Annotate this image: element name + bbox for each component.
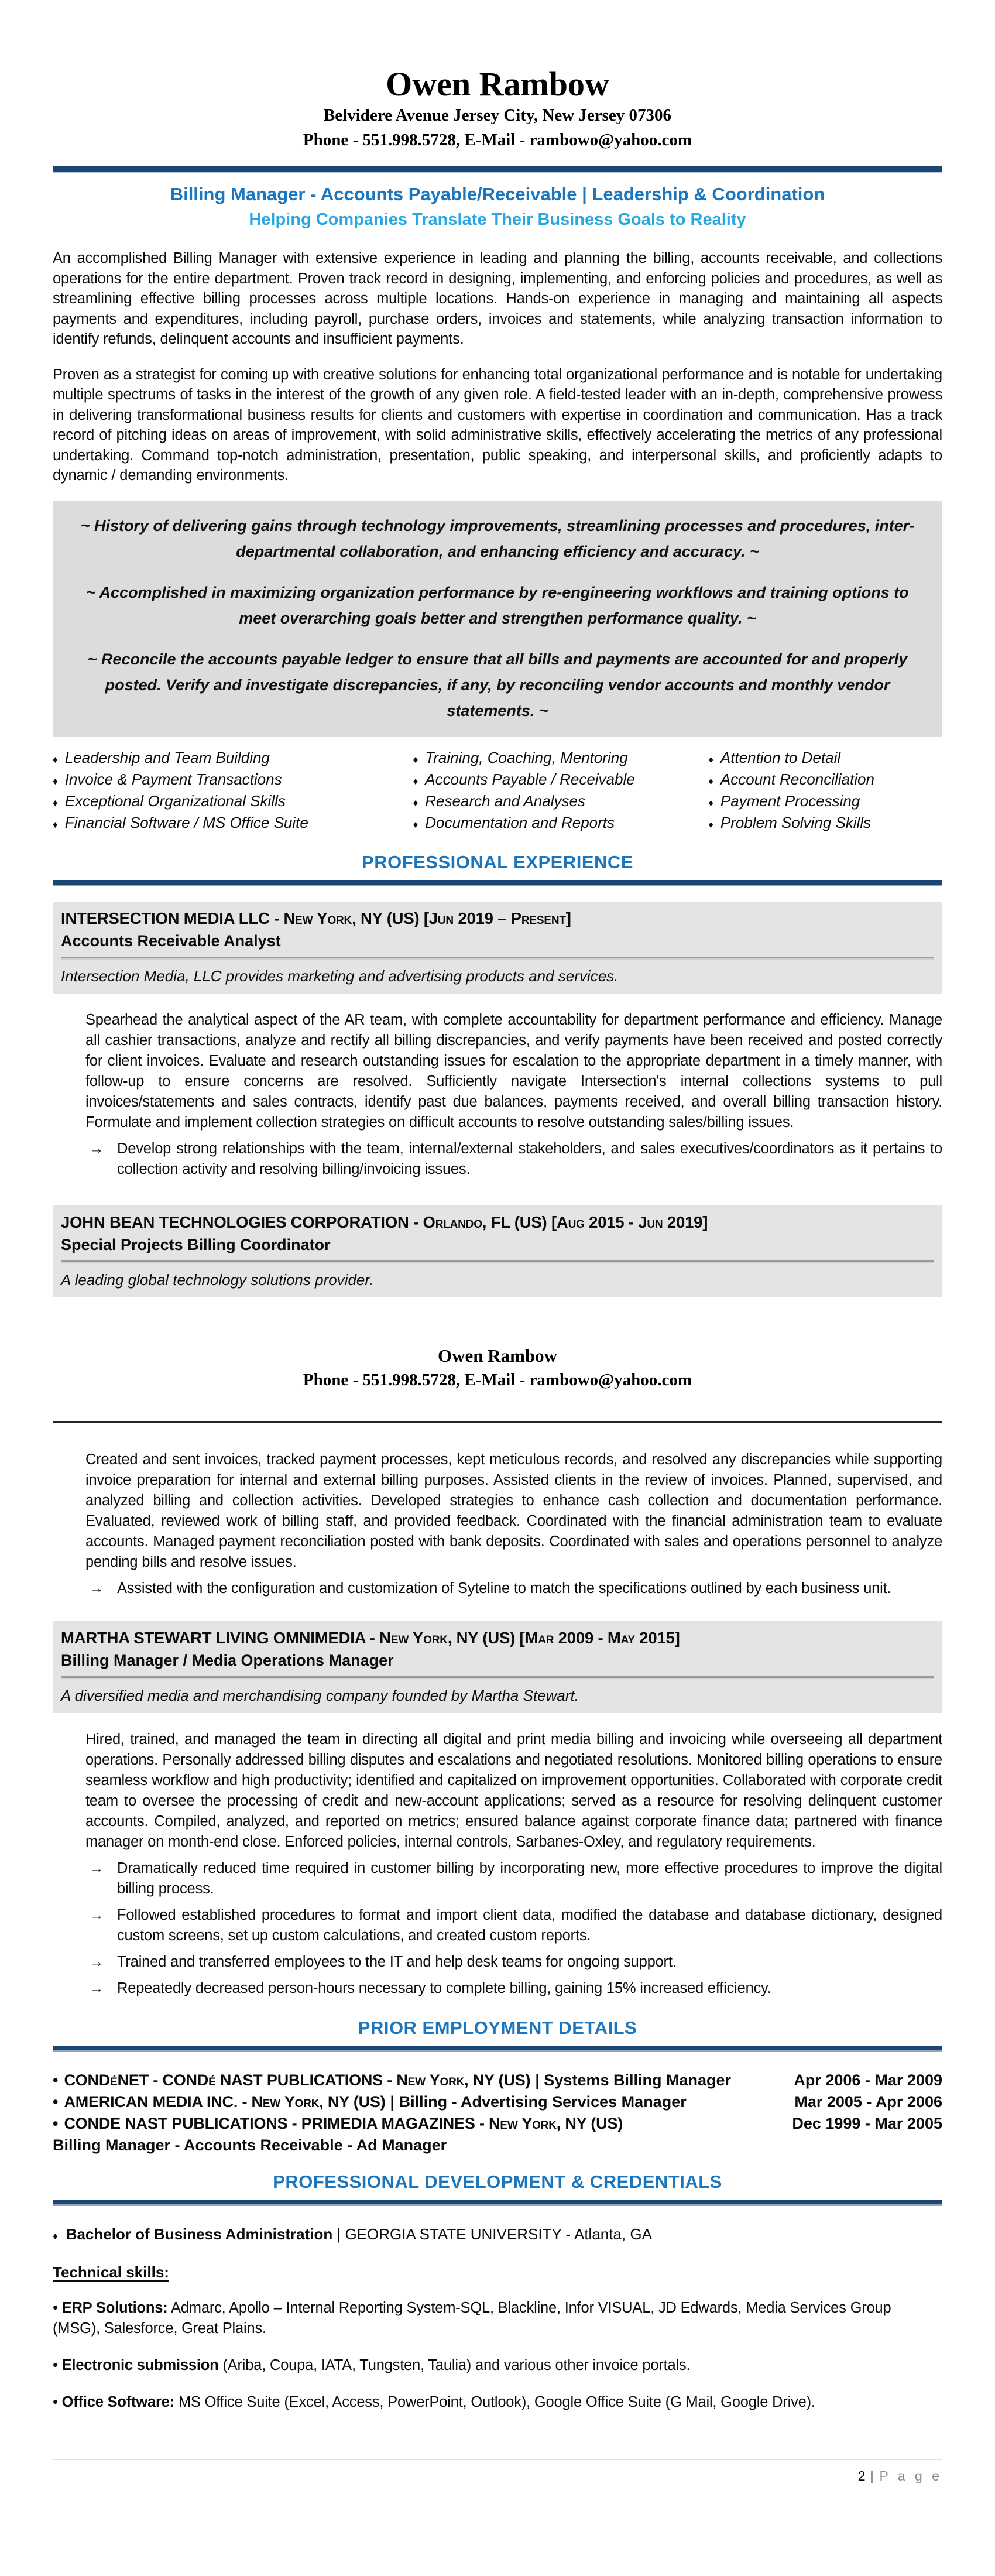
resume-name: Owen Rambow: [386, 65, 609, 103]
skill-label: Documentation and Reports: [425, 813, 615, 831]
job3-body: Hired, trained, and managed the team in directing all digital and print media billing and invoicing while overseeing all department operations. Personally addressed billing disputes and escalations and negotiated resolutions. Monitored billing operations to ensure seamless workflow and high productivity; identified and capitalized on improvement opportunities. Collaborated with corporate credit team to oversee the processing of credit and new-account applications; served as a resource for resolving delinquent customer accounts. Compiled, analyzed, and reported on metrics; ensured balance against corporate finance data; partnered with finance manager on month-end close. Enforced policies, internal controls, Sarbanes-Oxley, and regulatory requirements.: [85, 1731, 942, 1850]
achievement-text: Dramatically reduced time required in customer billing by incorporating new, more effective procedures to improve the digital billing process.: [117, 1860, 942, 1897]
highlight-1: ~ History of delivering gains through technology improvements, streamlining processes and procedures, inter-departmental collaboration, and enhancing efficiency and accuracy. ~: [80, 516, 915, 560]
job1-company: INTERSECTION MEDIA LLC - New York, NY (US) [Jun 2019 – Present]: [61, 909, 571, 927]
skill-item: [53, 749, 413, 768]
arrow-bullet-icon: →: [89, 1980, 104, 1996]
skill-label: Attention to Detail: [720, 748, 841, 766]
arrow-bullet-icon: →: [89, 1954, 104, 1970]
skill-item: [413, 814, 709, 833]
job1-role: Accounts Receivable Analyst: [61, 931, 281, 950]
page2-name: Owen Rambow: [437, 1345, 558, 1366]
arrow-bullet-icon: →: [89, 1580, 104, 1597]
page-number: 2: [857, 2468, 866, 2483]
tech-skill-text: Admarc, Apollo – Internal Reporting System-SQL, Blackline, Infor VISUAL, JD Edwards, Media Services Group (MSG), Salesforce, Great Plains.: [53, 2300, 891, 2337]
job2-company: JOHN BEAN TECHNOLOGIES CORPORATION - Orlando, FL (US) [Aug 2015 - Jun 2019]: [61, 1212, 708, 1231]
page2-header-divider: [53, 1421, 942, 1423]
skill-label: Research and Analyses: [425, 792, 585, 810]
skill-label: Leadership and Team Building: [64, 748, 270, 766]
diamond-bullet-icon: ♦: [413, 753, 418, 765]
job2-body: Created and sent invoices, tracked payment processes, kept meticulous records, and resolved any discrepancies while supporting invoice preparation for internal and external billing purposes. Assisted clients in the review of invoices. Planned, supervised, and analyzed billing and collection activities. Developed strategies to enhance cash collection and documentation performance. Evaluated, reviewed work of billing staff, and provided feedback. Coordinated with the financial administration team to evaluate accounts. Managed payment reconciliation posted with bank deposits. Coordinated with sales and operations personnel to analyze pending bills and resolve issues.: [85, 1451, 942, 1570]
education-text: [66, 2224, 652, 2245]
page2-contact: Phone - 551.998.5728, E-Mail - rambowo@yahoo.com: [303, 1371, 692, 1389]
skill-item: [53, 814, 413, 833]
skill-item: [708, 814, 942, 833]
skill-label: Financial Software / MS Office Suite: [64, 813, 308, 831]
job-box-divider: [61, 1676, 934, 1679]
summary-paragraph-1: An accomplished Billing Manager with extensive experience in leading and planning the billing, accounts receivable, and collections operations for the entire department. Proven track record in designing, implementing, and enforcing policies and procedures, as well as streamlining effective billing processes across multiple locations. Hands-on experience in managing and maintaining all aspects payments and expenditures, including payroll, purchase orders, invoices and statements, while analyzing transaction information to identify refunds, delinquent accounts and insufficient payments.: [53, 250, 942, 347]
job1-achievement: [53, 1139, 942, 1180]
diamond-bullet-icon: ♦: [53, 797, 58, 809]
achievement-text: Assisted with the configuration and customization of Syteline to match the specifications outlined by each business unit.: [117, 1580, 891, 1597]
tech-skill-label: Office Software:: [61, 2394, 174, 2410]
prior-employment-row: [53, 2091, 942, 2113]
page2-header: [53, 1344, 942, 1423]
prior-dates: Apr 2006 - Mar 2009: [794, 2071, 942, 2089]
page-word: P a g e: [879, 2468, 942, 2483]
arrow-bullet-icon: →: [89, 1907, 104, 1923]
prior-dates: Dec 1999 - Mar 2005: [792, 2115, 942, 2132]
bullet-icon: •: [53, 2394, 58, 2410]
job3-about: A diversified media and merchandising company founded by Martha Stewart.: [61, 1687, 579, 1704]
tech-skill-item: [53, 2355, 942, 2376]
tech-skill-label: ERP Solutions:: [61, 2300, 168, 2316]
job3-role: Billing Manager / Media Operations Manager: [61, 1652, 394, 1669]
footer-divider: [53, 2459, 942, 2460]
bullet-icon: •: [53, 2357, 58, 2373]
skill-label: Invoice & Payment Transactions: [64, 770, 282, 788]
bullet-icon: •: [53, 2115, 59, 2132]
resume-contact: Phone - 551.998.5728, E-Mail - rambowo@yahoo.com: [303, 131, 692, 149]
achievement-text: Followed established procedures to format and import client data, modified the database and database dictionary, designed custom screens, set up custom calculations, and created custom reports.: [117, 1907, 942, 1944]
prior-role: | Systems Billing Manager: [535, 2071, 731, 2089]
tech-skill-text: MS Office Suite (Excel, Access, PowerPoint, Outlook), Google Office Suite (G Mail, Google Drive).: [174, 2394, 815, 2410]
job2-achievement: [53, 1578, 942, 1599]
summary-paragraph-2: Proven as a strategist for coming up with creative solutions for enhancing total organizational performance and is notable for undertaking multiple spectrums of tasks in the interest of the growth of any given role. A field-tested leader with an in-depth, comprehensive prowess in delivering transformational business results for clients and customers with expertise in coordination and communication. Has a track record of pitching ideas on areas of improvement, with solid administrative skills, effectively accelerating the metrics of any professional undertaking. Command top-notch administration, presentation, public speaking, and interpersonal skills, and proficiently adapts to dynamic / demanding environments.: [53, 366, 942, 484]
prior-company: AMERICAN MEDIA INC. - New York, NY (US): [64, 2093, 386, 2111]
job3-company: MARTHA STEWART LIVING OMNIMEDIA - New York, NY (US) [Mar 2009 - May 2015]: [61, 1629, 680, 1647]
skill-item: [708, 793, 942, 811]
section-rule: [53, 2046, 942, 2052]
skill-item: [413, 793, 709, 811]
skill-item: [53, 771, 413, 790]
diamond-bullet-icon: ♦: [708, 775, 713, 787]
skill-item: [53, 793, 413, 811]
page-footer: [53, 2459, 942, 2484]
diamond-bullet-icon: ♦: [53, 753, 58, 765]
diamond-bullet-icon: ♦: [708, 818, 713, 830]
skill-label: Payment Processing: [720, 792, 860, 810]
diamond-bullet-icon: ♦: [708, 753, 713, 765]
resume-tagline: Helping Companies Translate Their Business Goals to Reality: [249, 210, 746, 229]
achievement-text: Trained and transferred employees to the IT and help desk teams for ongoing support.: [117, 1954, 677, 1970]
prior-company: CONDE NAST PUBLICATIONS - PRIMEDIA MAGAZINES - New York, NY (US): [64, 2115, 623, 2132]
skill-item: [708, 771, 942, 790]
job2-header-box: [53, 1205, 942, 1297]
prior-company-role: [53, 2091, 687, 2113]
job1-body: Spearhead the analytical aspect of the AR team, with complete accountability for department performance and efficiency. Manage all cashier transactions, analyze and rectify all billing discrepancies, and verify payments have been received and posted correctly for client invoices. Evaluate and research outstanding issues for escalation to the appropriate department in a timely manner, with follow-up to ensure concerns are resolved. Sufficiently navigate Intersection's internal collections systems to pull invoices/statements and sales contracts, identify past due balances, payments received, and overall billing transaction history. Formulate and implement collection strategies on difficult accounts to resolve outstanding sales/billing issues.: [85, 1011, 942, 1131]
prior-employment-list: [53, 2070, 942, 2156]
education-line: [53, 2224, 942, 2247]
technical-skills-heading: Technical skills:: [53, 2263, 169, 2281]
skill-item: [413, 749, 709, 768]
skill-label: Account Reconciliation: [720, 770, 874, 788]
job3-achievement: [53, 1952, 942, 1972]
core-skills-grid: [53, 749, 942, 833]
prior-company-role: [53, 2113, 627, 2135]
tech-skill-item: [53, 2392, 942, 2413]
prior-company: CONDéNET - CONDé NAST PUBLICATIONS - New York, NY (US): [64, 2071, 531, 2089]
page1-header: [53, 66, 942, 231]
resume-title: Billing Manager - Accounts Payable/Receivable | Leadership & Coordination: [170, 184, 825, 204]
arrow-bullet-icon: →: [89, 1140, 104, 1157]
tech-skill-text: (Ariba, Coupa, IATA, Tungsten, Taulia) and various other invoice portals.: [218, 2357, 691, 2373]
highlight-2: ~ Accomplished in maximizing organization performance by re-engineering workflows and training options to meet overarching goals better and strengthen performance quality. ~: [86, 583, 909, 627]
diamond-bullet-icon: ♦: [708, 797, 713, 809]
job1-about: Intersection Media, LLC provides marketing and advertising products and services.: [61, 967, 619, 985]
prior-employment-row: [53, 2113, 942, 2135]
section-heading-prior: PRIOR EMPLOYMENT DETAILS: [358, 2017, 637, 2038]
page-number-label: [53, 2468, 942, 2484]
section-rule: [53, 880, 942, 886]
prior-company-role: [53, 2070, 731, 2091]
page2-main: [53, 1450, 942, 2413]
diamond-bullet-icon: ♦: [53, 775, 58, 787]
arrow-bullet-icon: →: [89, 1860, 104, 1876]
resume-address: Belvidere Avenue Jersey City, New Jersey 07306: [323, 106, 672, 125]
tech-skill-label: Electronic submission: [61, 2357, 219, 2373]
degree-name: Bachelor of Business Administration: [66, 2225, 333, 2243]
page-number-separator: |: [870, 2468, 874, 2483]
diamond-bullet-icon: ♦: [53, 818, 58, 830]
page1-main: [53, 248, 942, 1297]
job3-achievement: [53, 1858, 942, 1899]
section-rule: [53, 2200, 942, 2206]
diamond-bullet-icon: ♦: [413, 818, 418, 830]
highlight-3: ~ Reconcile the accounts payable ledger to ensure that all bills and payments are accounted for and properly posted. Verify and investigate discrepancies, if any, by reconciling vendor accounts and monthly vendor statements. ~: [87, 650, 908, 720]
job1-header-box: [53, 902, 942, 994]
degree-school: | GEORGIA STATE UNIVERSITY - Atlanta, GA: [332, 2225, 652, 2243]
prior-dates: Mar 2005 - Apr 2006: [794, 2093, 942, 2111]
skill-label: Problem Solving Skills: [720, 813, 872, 831]
skill-item: [413, 771, 709, 790]
job3-header-box: [53, 1621, 942, 1713]
job3-achievement: [53, 1978, 942, 1999]
achievement-text: Repeatedly decreased person-hours necessary to complete billing, gaining 15% increased efficiency.: [117, 1980, 771, 1996]
job-box-divider: [61, 1260, 934, 1263]
skill-label: Exceptional Organizational Skills: [64, 792, 286, 810]
skill-item: [708, 749, 942, 768]
skill-label: Training, Coaching, Mentoring: [425, 748, 628, 766]
prior-employment-row: [53, 2070, 942, 2091]
job-box-divider: [61, 957, 934, 960]
prior-role: | Billing - Advertising Services Manager: [390, 2093, 687, 2111]
job2-role: Special Projects Billing Coordinator: [61, 1235, 331, 1253]
achievement-text: Develop strong relationships with the team, internal/external stakeholders, and sales executives/coordinators as it pertains to collection activity and resolving billing/invoicing issues.: [117, 1140, 942, 1177]
job2-about: A leading global technology solutions provider.: [61, 1270, 374, 1289]
diamond-bullet-icon: ♦: [413, 797, 418, 809]
prior-extra-role: Billing Manager - Accounts Receivable - Ad Manager: [53, 2136, 447, 2154]
skill-label: Accounts Payable / Receivable: [425, 770, 635, 788]
tech-skill-item: [53, 2298, 942, 2339]
section-heading-experience: PROFESSIONAL EXPERIENCE: [362, 851, 633, 872]
bullet-icon: •: [53, 2071, 59, 2089]
diamond-bullet-icon: ♦: [413, 775, 418, 787]
diamond-bullet-icon: ♦: [53, 2231, 58, 2242]
highlight-callouts: [53, 501, 942, 737]
header-divider: [53, 166, 942, 173]
section-heading-development: PROFESSIONAL DEVELOPMENT & CREDENTIALS: [273, 2171, 722, 2192]
job3-achievement: [53, 1905, 942, 1946]
bullet-icon: •: [53, 2093, 59, 2111]
bullet-icon: •: [53, 2300, 58, 2316]
